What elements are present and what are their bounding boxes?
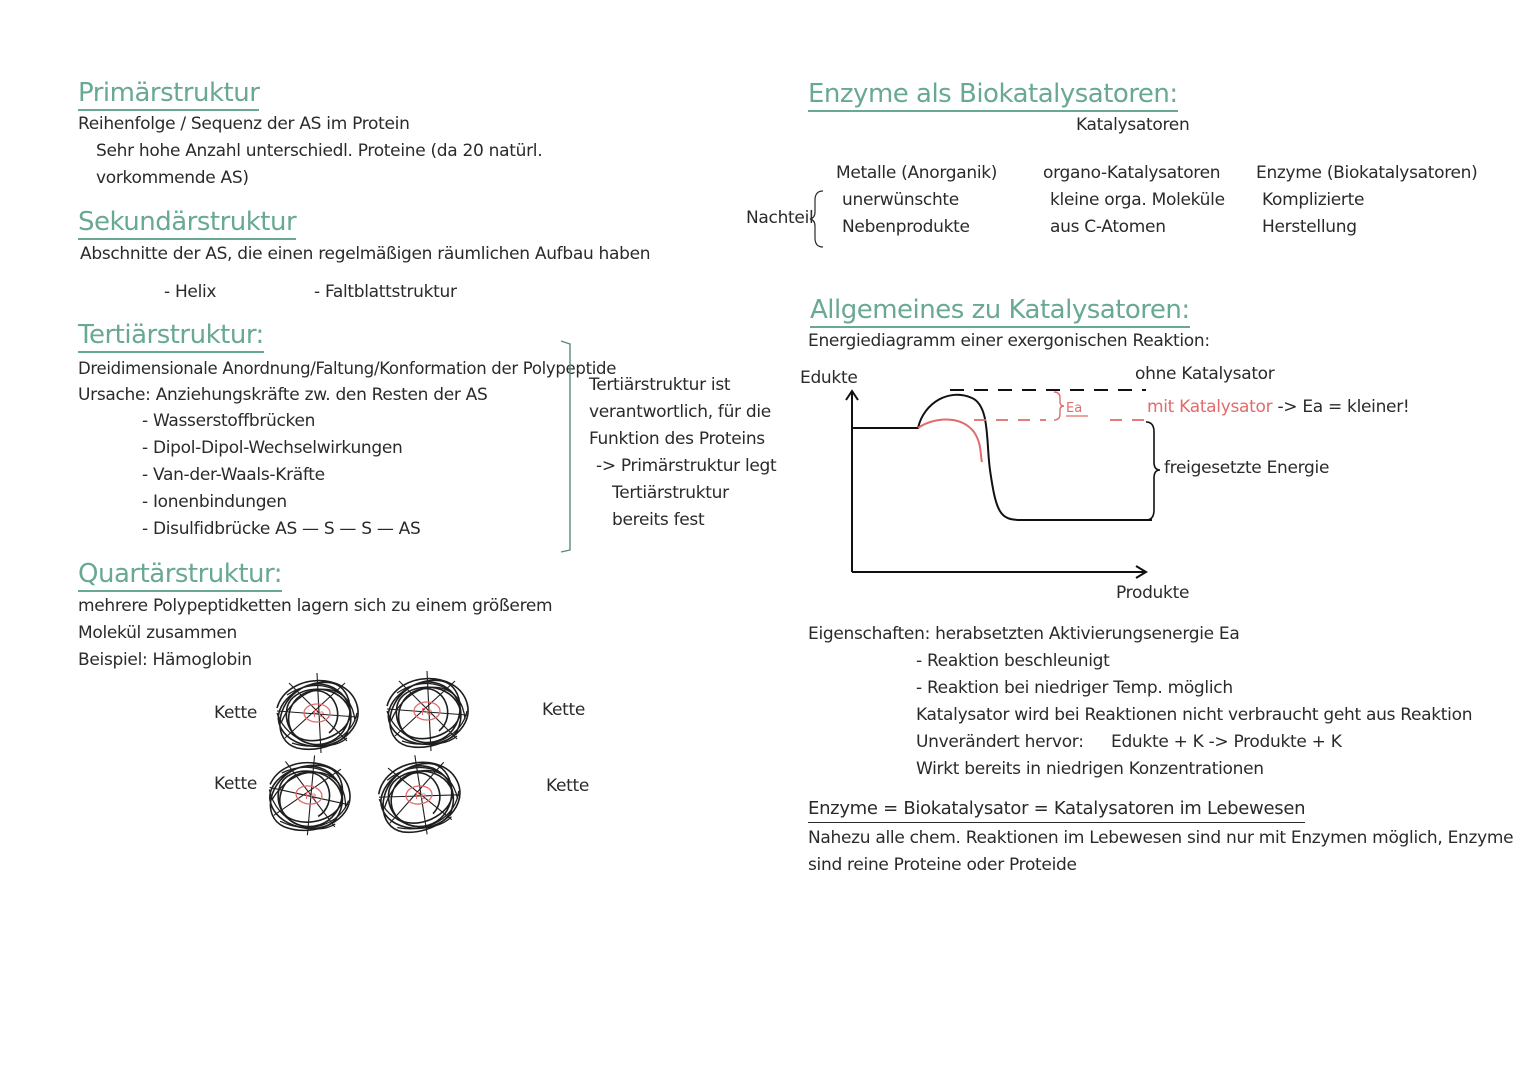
eigenschaften-item: - Reaktion beschleunigt [916,651,1110,671]
edukte-label: Edukte [800,368,858,388]
metalle-text: Nebenprodukte [842,217,970,237]
tertiaerstruktur-heading: Tertiärstruktur: [78,320,264,353]
enzyme-definition-text: sind reine Proteine oder Proteide [808,855,1077,875]
fe-label: Fe [313,709,325,720]
tertiaer-note: bereits fest [612,510,705,530]
tertiaer-item: - Disulfidbrücke AS — S — S — AS [142,519,421,539]
ea-brace [1054,392,1064,420]
tertiaer-note: Funktion des Proteins [589,429,765,449]
organo-text: kleine orga. Moleküle [1050,190,1225,210]
kette-label: Kette [214,703,258,723]
mit-katalysator-label: mit Katalysator [1147,397,1273,417]
enzyme-col-text: Komplizierte [1262,190,1365,210]
tertiaer-note: verantwortlich, für die [589,402,771,422]
enzyme-col-text: Herstellung [1262,217,1357,237]
fe-label: Fe [415,791,427,802]
quartaerstruktur-heading: Quartärstruktur: [78,559,282,592]
produkte-label: Produkte [1116,583,1190,603]
metalle-text: unerwünschte [842,190,959,210]
sekundaer-text-1: Abschnitte der AS, die einen regelmäßigen räumlichen Aufbau haben [80,244,651,264]
fe-label: Fe [305,791,317,802]
eigenschaften-item: - Reaktion bei niedriger Temp. möglich [916,678,1233,698]
sekundaer-item-helix: - Helix [164,282,217,302]
tertiaer-note: -> Primärstruktur legt [596,456,777,476]
freigesetzte-energie-label: freigesetzte Energie [1164,458,1330,478]
energiediagramm-subtitle: Energiediagramm einer exergonischen Reaktion: [808,331,1210,351]
tertiaer-item: - Dipol-Dipol-Wechselwirkungen [142,438,403,458]
katalysatoren-label: Katalysatoren [1076,115,1190,135]
tertiaer-note: Tertiärstruktur [612,483,729,503]
nachteil-brace [809,190,825,248]
primaer-text-3: vorkommende AS) [96,168,249,188]
quartaer-text-2: Molekül zusammen [78,623,237,643]
curve-ohne-katalysator [852,395,1152,520]
freigesetzte-energie-brace [1146,422,1160,520]
eigenschaften-item: Wirkt bereits in niedrigen Konzentrationen [916,759,1264,779]
organo-text: organo-Katalysatoren [1043,163,1221,183]
tertiaer-text-2: Ursache: Anziehungskräfte zw. den Resten der AS [78,385,488,405]
metalle-text: Metalle (Anorganik) [836,163,998,183]
fe-label: Fe [421,707,433,718]
enzyme-heading: Enzyme als Biokatalysatoren: [808,79,1178,112]
enzyme-definition-text: Nahezu alle chem. Reaktionen im Lebewesen sind nur mit Enzymen möglich, Enzyme [808,828,1514,848]
eigenschaften-text: Eigenschaften: herabsetzten Aktivierungsenergie Ea [808,624,1240,644]
mit-katalysator-suffix: -> Ea = kleiner! [1277,397,1410,417]
quartaer-text-3: Beispiel: Hämoglobin [78,650,252,670]
mit-katalysator-row [1147,394,1409,421]
nachteil-label: Nachteil [746,208,814,228]
tertiaer-item: - Ionenbindungen [142,492,287,512]
kette-label: Kette [542,700,586,720]
haemoglobin-illustration [265,665,485,845]
eigenschaften-item: Katalysator wird bei Reaktionen nicht verbraucht geht aus Reaktion [916,705,1473,725]
quartaer-text-1: mehrere Polypeptidketten lagern sich zu einem größerem [78,596,553,616]
allgemein-heading: Allgemeines zu Katalysatoren: [810,295,1190,328]
ea-label: Ea [1066,401,1083,416]
primaerstruktur-heading: Primärstruktur [78,78,259,111]
energy-diagram [840,382,1180,582]
sekundaerstruktur-heading: Sekundärstruktur [78,207,296,240]
ohne-katalysator-label: ohne Katalysator [1135,364,1275,384]
kette-label: Kette [546,776,590,796]
primaer-text-2: Sehr hohe Anzahl unterschiedl. Proteine (da 20 natürl. [96,141,543,161]
primaer-text-1: Reihenfolge / Sequenz der AS im Protein [78,114,410,134]
eigenschaften-item: Unverändert hervor: [916,732,1084,752]
kette-label: Kette [214,774,258,794]
reaktionsgleichung: Edukte + K -> Produkte + K [1111,732,1342,752]
tertiaer-text-1: Dreidimensionale Anordnung/Faltung/Konformation der Polypeptide [78,359,617,378]
enzyme-col-text: Enzyme (Biokatalysatoren) [1256,163,1478,183]
curve-mit-katalysator [918,420,982,463]
tertiaer-item: - Van-der-Waals-Kräfte [142,465,325,485]
organo-text: aus C-Atomen [1050,217,1166,237]
enzyme-definition-title: Enzyme = Biokatalysator = Katalysatoren im Lebewesen [808,795,1305,823]
tertiaer-bracket [560,340,574,554]
tertiaer-note: Tertiärstruktur ist [589,375,731,395]
sekundaer-item-faltblatt: - Faltblattstruktur [314,282,457,302]
tertiaer-item: - Wasserstoffbrücken [142,411,316,431]
